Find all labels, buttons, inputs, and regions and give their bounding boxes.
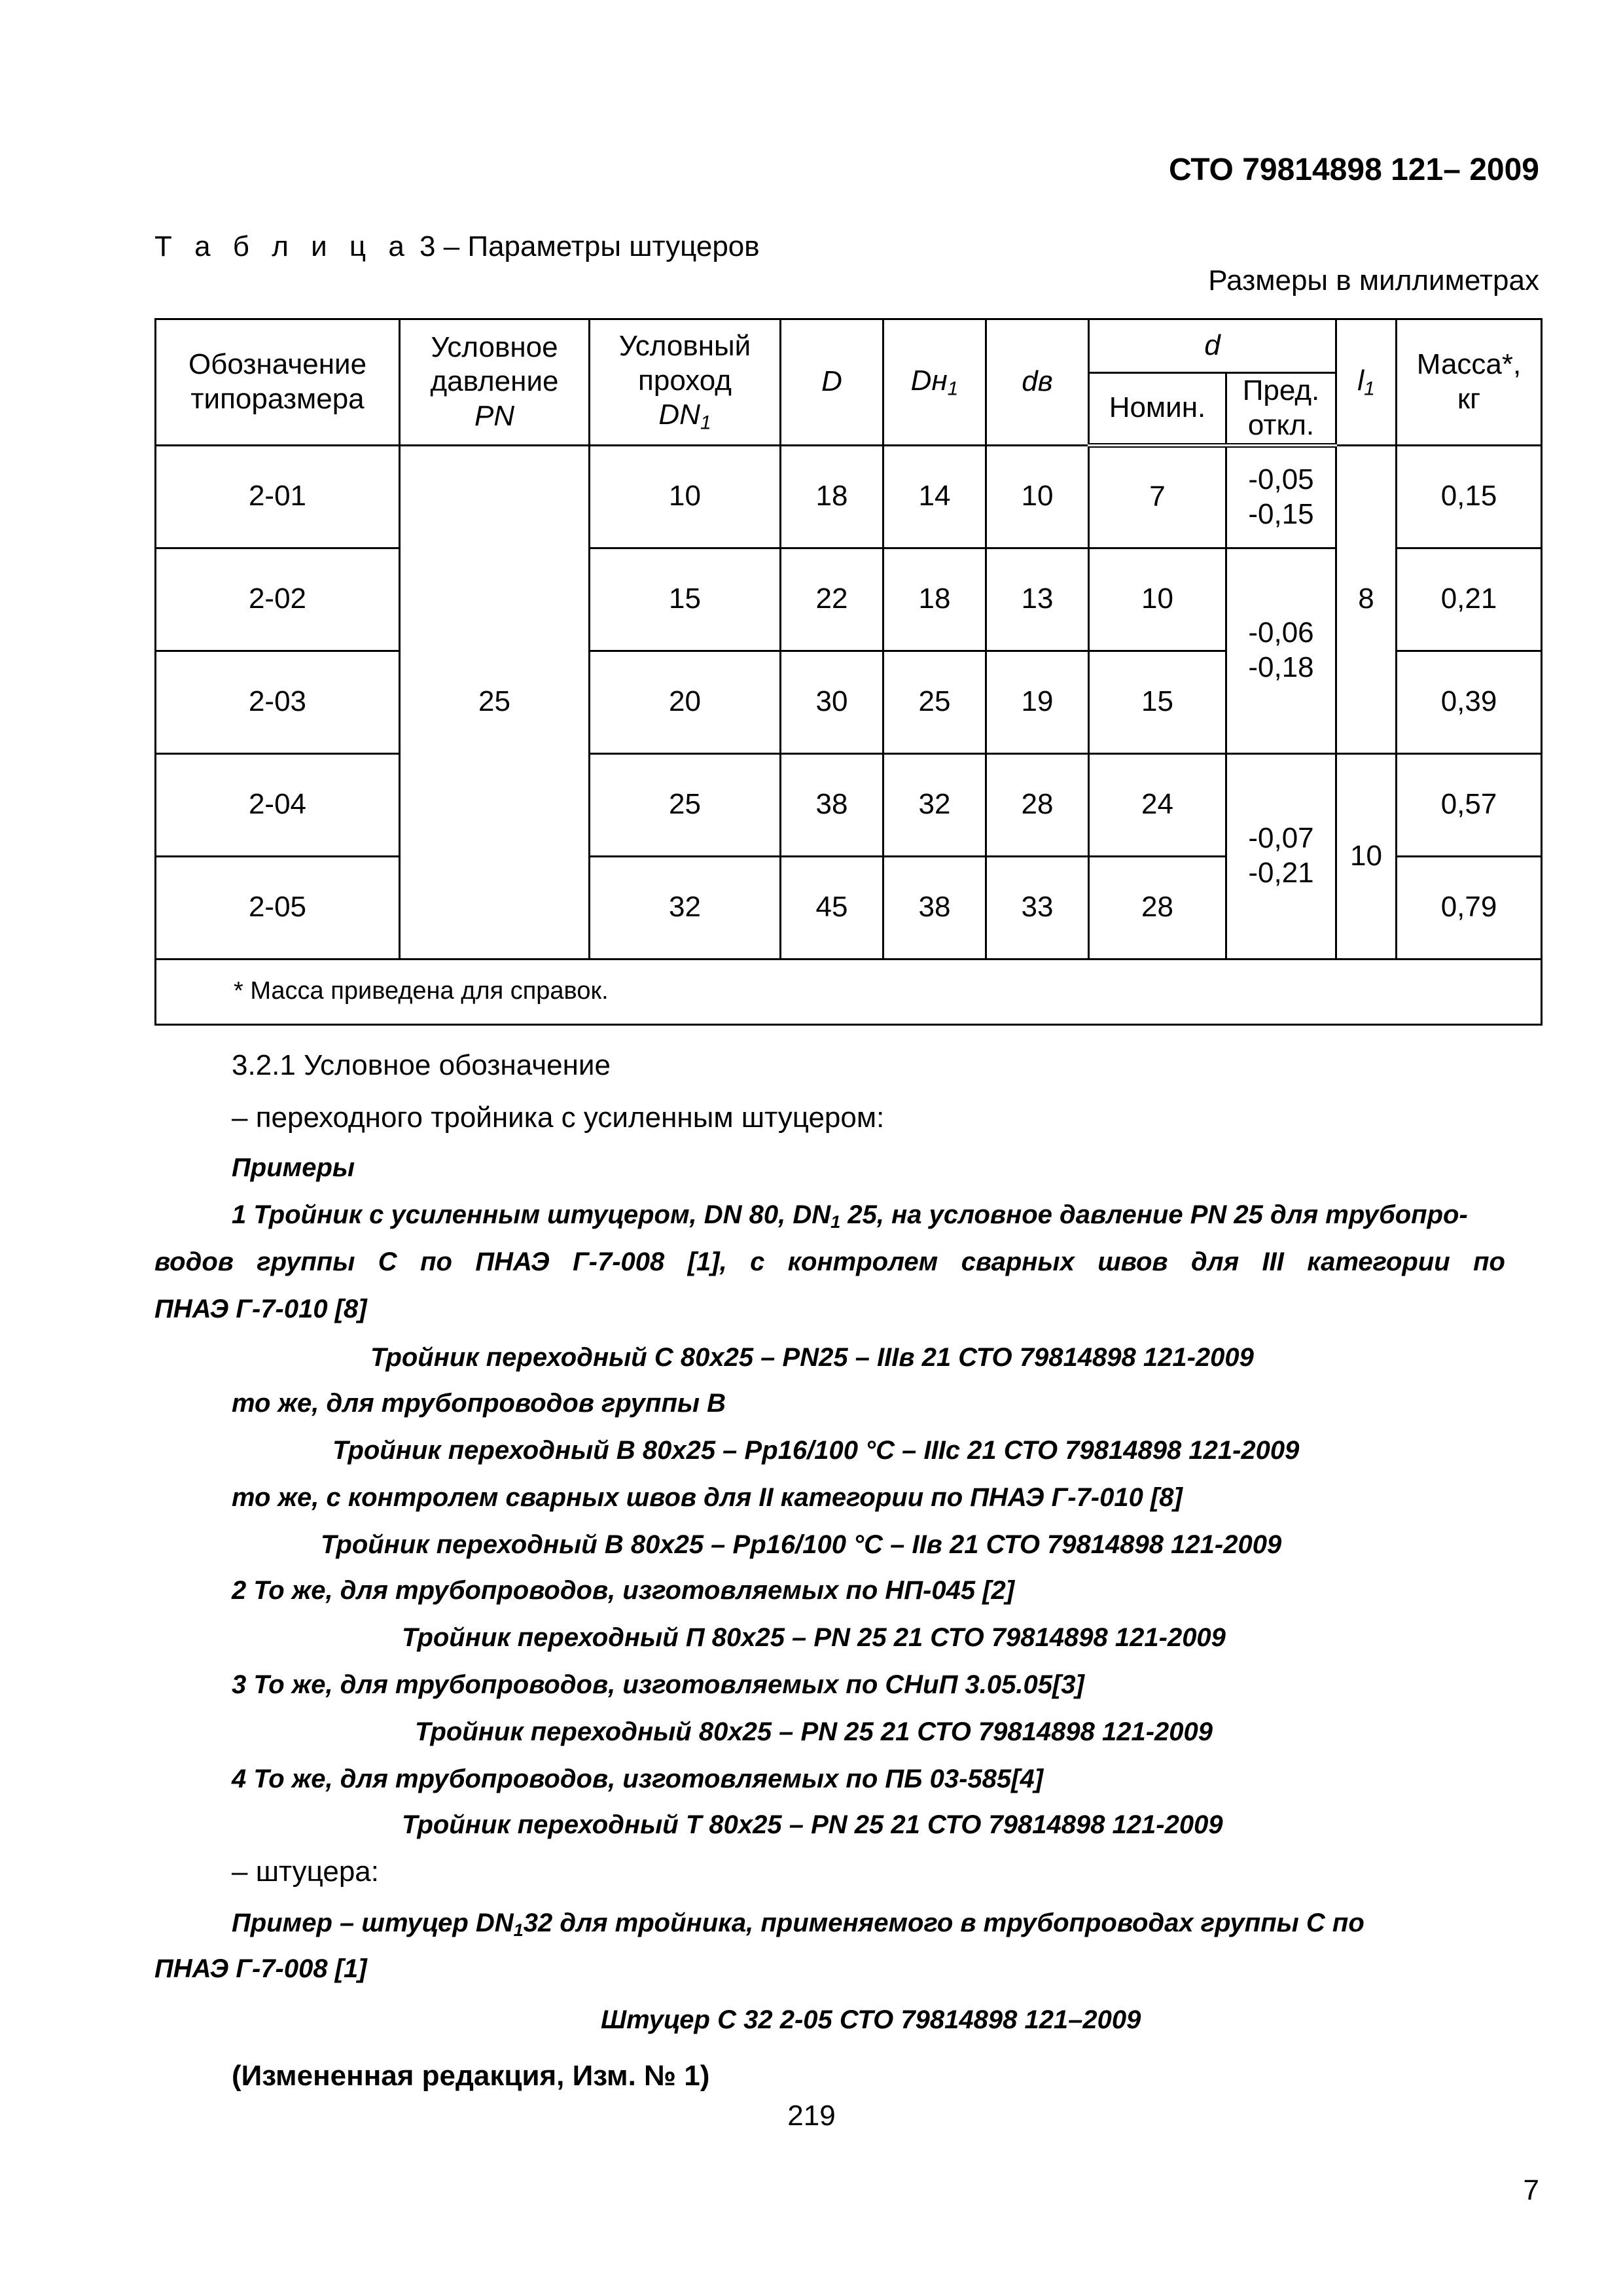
cell-d-nominal: 28 [1089,856,1226,959]
cell-l1: 10 [1336,753,1397,959]
header-d: d [1089,319,1336,373]
cell-dn1: 15 [590,548,781,651]
example-2: 2 То же, для трубопроводов, изготовляемых по НП-045 [2] [232,1576,1015,1605]
header-mass: Масса*, кг [1397,319,1542,446]
cell-dn1: 25 [590,753,781,856]
header-designation: Обозначение типоразмера [156,319,400,446]
cell-dv: 10 [986,445,1089,548]
cell-Dn1: 38 [883,856,986,959]
header-Dn1: $Dн_1$ [883,319,986,446]
cell-l1: 8 [1336,445,1397,753]
table-footnote: * Масса приведена для справок. [156,959,1542,1024]
cell-Dn1: 32 [883,753,986,856]
cell-designation: 2-05 [156,856,400,959]
cell-mass: 0,57 [1397,753,1542,856]
cell-Dn1: 25 [883,651,986,753]
header-l1: $l_1$ [1336,319,1397,446]
cell-designation: 2-02 [156,548,400,651]
sheet-number: 7 [1523,2174,1539,2206]
example-1-line-3: ПНАЭ Г-7-010 [8] [154,1295,367,1323]
designation-fitting: Штуцер С 32 2-05 СТО 79814898 121–2009 [601,2005,1141,2034]
same-group-b: то же, для трубопроводов группы В [232,1389,726,1418]
cell-dn1: 10 [590,445,781,548]
units-note: Размеры в миллиметрах [1208,264,1539,296]
designation-5: Тройник переходный 80x25 – PN 25 21 СТО 79814898 121-2009 [415,1717,1213,1746]
table-footnote-row [156,959,1542,1024]
cell-dv: 19 [986,651,1089,753]
cell-dn1: 20 [590,651,781,753]
cell-mass: 0,79 [1397,856,1542,959]
designation-1: Тройник переходный С 80x25 – PN25 – IIIв 21 СТО 79814898 121-2009 [370,1343,1254,1372]
fitting-parameters-table [154,318,1543,1026]
cell-d-tolerance: -0,07 -0,21 [1226,753,1336,959]
example-4: 4 То же, для трубопроводов, изготовляемых по ПБ 03-585[4] [232,1765,1044,1793]
cell-d-nominal: 10 [1089,548,1226,651]
cell-Dn1: 18 [883,548,986,651]
revision-note: (Измененная редакция, Изм. № 1) [232,2060,710,2092]
cell-designation: 2-03 [156,651,400,753]
bullet-tee: – переходного тройника с усиленным штуцером: [232,1102,885,1134]
cell-D: 22 [781,548,883,651]
designation-3: Тройник переходный В 80x25 – Рр16/100 °С – IIв 21 СТО 79814898 121-2009 [321,1530,1282,1559]
table-row [156,753,1542,856]
table-caption-title: 3 – Параметры штуцеров [411,230,760,262]
header-d-nominal: Номин. [1089,373,1226,446]
cell-D: 38 [781,753,883,856]
designation-4: Тройник переходный П 80x25 – PN 25 21 СТО 79814898 121-2009 [402,1623,1226,1652]
cell-d-nominal: 7 [1089,445,1226,548]
header-D: D [781,319,883,446]
cell-D: 30 [781,651,883,753]
page-number: 219 [787,2100,836,2132]
example-1-line-2: водов группы С по ПНАЭ Г-7-008 [1], с контролем сварных швов для III категории по [154,1247,1505,1276]
fitting-example-line-2: ПНАЭ Г-7-008 [1] [154,1954,367,1983]
table-caption-label: Т а б л и ц а [154,230,412,262]
cell-d-tolerance: -0,06 -0,18 [1226,548,1336,753]
header-nominal-passage: Условный проход $DN_1$ [590,319,781,446]
header-d-tolerance: Пред. откл. [1226,373,1336,446]
bullet-fitting: – штуцера: [232,1856,379,1888]
cell-designation: 2-04 [156,753,400,856]
cell-dn1: 32 [590,856,781,959]
cell-mass: 0,21 [1397,548,1542,651]
cell-pressure: 25 [400,445,590,959]
fitting-example-line-1: Пример – штуцер $DN_132$ для тройника, применяемого в трубопроводах группы С по [232,1909,1364,1940]
cell-dv: 13 [986,548,1089,651]
designation-2: Тройник переходный В 80x25 – Рр16/100 °С – IIIс 21 СТО 79814898 121-2009 [332,1436,1300,1465]
example-1-line-1: 1 Тройник с усиленным штуцером, DN 80, $DN_1$ 25, на условное давление PN 25 для трубопро- [232,1200,1468,1232]
cell-dv: 28 [986,753,1089,856]
cell-d-nominal: 15 [1089,651,1226,753]
header-pressure: Условное давление PN [400,319,590,446]
cell-d-nominal: 24 [1089,753,1226,856]
cell-designation: 2-01 [156,445,400,548]
cell-D: 45 [781,856,883,959]
table-row [156,548,1542,651]
table-row [156,445,1542,548]
same-category-2: то же, с контролем сварных швов для II категории по ПНАЭ Г-7-010 [8] [232,1483,1183,1512]
example-3: 3 То же, для трубопроводов, изготовляемых по СНиП 3.05.05[3] [232,1670,1084,1699]
cell-mass: 0,39 [1397,651,1542,753]
header-dv: dв [986,319,1089,446]
document-code: СТО 79814898 121– 2009 [1168,152,1539,187]
examples-heading: Примеры [232,1153,355,1182]
designation-6: Тройник переходный Т 80x25 – PN 25 21 СТО 79814898 121-2009 [402,1810,1223,1839]
cell-dv: 33 [986,856,1089,959]
cell-d-tolerance: -0,05 -0,15 [1226,445,1336,548]
cell-Dn1: 14 [883,445,986,548]
cell-mass: 0,15 [1397,445,1542,548]
table-caption [154,230,760,263]
section-heading: 3.2.1 Условное обозначение [232,1049,611,1081]
cell-D: 18 [781,445,883,548]
